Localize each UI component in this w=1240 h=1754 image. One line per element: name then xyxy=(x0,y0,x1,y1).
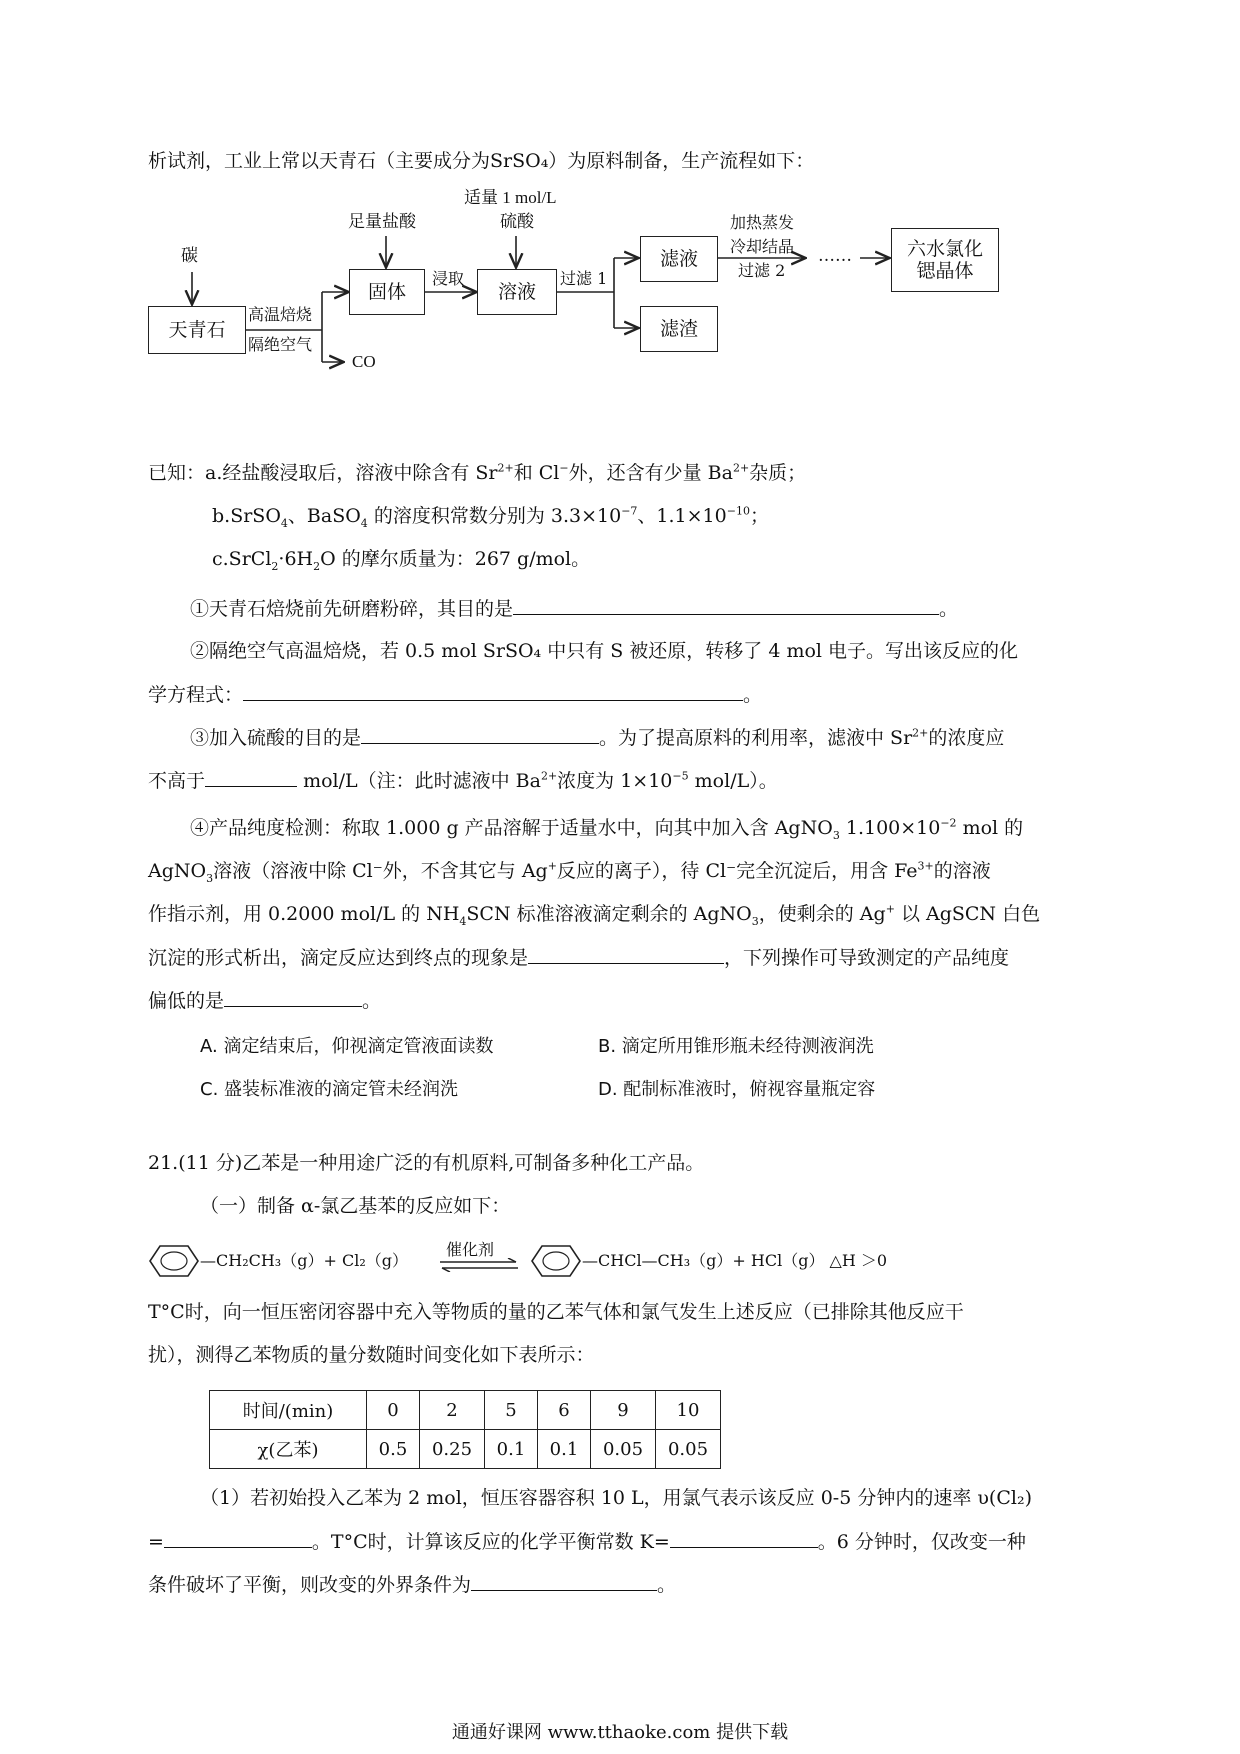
ethylbenzene-fraction-table xyxy=(209,1390,721,1469)
condition-line2: 扰），测得乙苯物质的量分数随时间变化如下表所示： xyxy=(148,1344,595,1366)
part1-line1: （1）若初始投入乙苯为 2 mol，恒压容器容积 10 L，用氯气表示该反应 0-5 分钟内的速率 υ(Cl₂) xyxy=(200,1487,1032,1509)
question-21-title: 21.(11 分)乙苯是一种用途广泛的有机原料,可制备多种化工产品。 xyxy=(148,1152,705,1174)
benzene-ring-icon-product xyxy=(530,1244,582,1278)
table-cell: 0.25 xyxy=(420,1430,485,1469)
answer-blank-3a[interactable] xyxy=(361,724,599,744)
product-label-line1: 六水氯化 xyxy=(906,238,983,260)
carbon-label: 碳 xyxy=(181,246,198,266)
crystallize-label: 冷却结晶 xyxy=(730,237,795,256)
table-cell: 0.1 xyxy=(538,1430,591,1469)
answer-blank-condition[interactable] xyxy=(471,1571,657,1591)
table-cell: 0 xyxy=(367,1391,420,1430)
benzene-ring-icon xyxy=(148,1244,200,1278)
catalyst-label: 催化剂 xyxy=(446,1240,495,1259)
part1-line3: 条件破坏了平衡，则改变的外界条件为 。 xyxy=(148,1571,676,1598)
solution-label: 溶液 xyxy=(497,281,536,303)
known-c: $c.SrCl_2\cdot 6H_2O$ 的摩尔质量为：267 g/mol。 xyxy=(212,548,591,573)
question-4-line5: 偏低的是 。 xyxy=(148,987,381,1014)
solution-box xyxy=(477,269,557,315)
hcl-label: 足量盐酸 xyxy=(348,212,416,232)
co-label: CO xyxy=(352,352,376,371)
table-cell: 6 xyxy=(538,1391,591,1430)
answer-blank-4a[interactable] xyxy=(528,944,724,964)
filter1-label: 过滤 1 xyxy=(560,269,608,288)
raw-material-box xyxy=(148,306,246,354)
condition-line1: T°C时，向一恒压密闭容器中充入等物质的量的乙苯气体和氯气发生上述反应（已排除其他反应干 xyxy=(148,1301,964,1323)
option-d: D. 配制标准液时，俯视容量瓶定容 xyxy=(598,1079,876,1100)
answer-blank-k[interactable] xyxy=(670,1528,818,1548)
question-4-line1: ④产品纯度检测：称取 1.000 g 产品溶解于适量水中，向其中加入含 AgNO$_3$ $1.100\times 10^{-2}$ mol 的 xyxy=(190,816,1024,842)
option-c: C. 盛装标准液的滴定管未经润洗 xyxy=(200,1079,459,1100)
answer-blank-1[interactable] xyxy=(513,595,939,615)
roast-label-top: 高温焙烧 xyxy=(248,305,313,324)
question-3-line1: ③加入硫酸的目的是 。为了提高原料的利用率，滤液中 $Sr^{2+}$的浓度应 xyxy=(190,724,1004,751)
answer-blank-rate[interactable] xyxy=(164,1528,312,1548)
question-4-line2: AgNO$_3$溶液（溶液中除 Cl⁻外，不含其它与 Ag+反应的离子），待 Cl⁻完全沉淀后，用含 $Fe^{3+}$的溶液 xyxy=(148,859,991,885)
ellipsis-label: …… xyxy=(818,246,852,266)
known-b: b.SrSO$_4$、BaSO$_4$ 的溶度积常数分别为 $3.3\times 10^{-7}$、$1.1\times 10^{-10}$； xyxy=(212,504,769,530)
filtrate-label: 滤液 xyxy=(659,248,698,270)
question-2-line1: ②隔绝空气高温焙烧，若 0.5 mol SrSO₄ 中只有 S 被还原，转移了 4 mol 电子。写出该反应的化 xyxy=(190,640,1019,662)
residue-box xyxy=(640,306,718,352)
filtrate-box xyxy=(640,236,718,282)
option-b: B. 滴定所用锥形瓶未经待测液润洗 xyxy=(598,1036,874,1057)
question-3-line2: 不高于 mol/L（注：此时滤液中 $Ba^{2+}$浓度为 $1\times 10^{-5}$ mol/L）。 xyxy=(148,767,778,794)
raw-material-label: 天青石 xyxy=(168,319,226,341)
table-cell: χ(乙苯) xyxy=(210,1430,367,1469)
roast-label-bottom: 隔绝空气 xyxy=(248,335,313,354)
equilibrium-arrow-icon xyxy=(438,1258,520,1272)
question-2-line2: 学方程式： 。 xyxy=(148,681,762,708)
answer-blank-3b[interactable] xyxy=(205,767,297,787)
residue-label: 滤渣 xyxy=(659,318,698,340)
part1-line2: = 。T°C时，计算该反应的化学平衡常数 K= 。6 分钟时，仅改变一种 xyxy=(148,1528,1026,1555)
option-a: A. 滴定结束后，仰视滴定管液面读数 xyxy=(200,1036,494,1057)
leach-label: 浸取 xyxy=(432,269,465,288)
answer-blank-4b[interactable] xyxy=(224,987,362,1007)
filter2-label: 过滤 2 xyxy=(738,261,786,280)
page-footer: 通通好课网 www.tthaoke.com 提供下载 xyxy=(451,1722,789,1743)
solid-box xyxy=(349,269,425,315)
acid-label-line2: 硫酸 xyxy=(500,212,534,232)
reactants-text: —CH₂CH₃（g）+ Cl₂（g） xyxy=(200,1251,408,1270)
known-a: 已知：a.经盐酸浸取后，溶液中除含有 $Sr^{2+}$和 Cl−外，还含有少量 $Ba^{2+}$杂质； xyxy=(148,461,807,484)
question-21-subtitle: （一）制备 α-氯乙基苯的反应如下： xyxy=(200,1195,511,1217)
table-cell: 0.1 xyxy=(485,1430,538,1469)
table-cell: 5 xyxy=(485,1391,538,1430)
table-cell: 0.05 xyxy=(591,1430,656,1469)
table-cell: 9 xyxy=(591,1391,656,1430)
question-1: ①天青石焙烧前先研磨粉碎，其目的是 。 xyxy=(190,595,958,622)
answer-blank-2[interactable] xyxy=(243,681,743,701)
solid-label: 固体 xyxy=(367,281,406,303)
table-cell: 0.05 xyxy=(656,1430,721,1469)
intro-text: 析试剂，工业上常以天青石（主要成分为SrSO₄）为原料制备，生产流程如下： xyxy=(148,150,815,172)
table-cell: 0.5 xyxy=(367,1430,420,1469)
table-row-time xyxy=(210,1391,721,1430)
question-4-line3: 作指示剂，用 0.2000 mol/L 的 $NH_4SCN$ 标准溶液滴定剩余的 AgNO$_3$，使剩余的 Ag+ 以 AgSCN 白色 xyxy=(148,902,1041,928)
table-cell: 10 xyxy=(656,1391,721,1430)
acid-label-line1: 适量 1 mol/L xyxy=(464,188,557,207)
table-row-fraction xyxy=(210,1430,721,1469)
product-label-line2: 锶晶体 xyxy=(916,260,974,282)
product-box xyxy=(891,228,999,292)
products-text: —CHCl—CH₃（g）+ HCl（g） △H ＞0 xyxy=(582,1251,888,1270)
question-4-line4: 沉淀的形式析出，滴定反应达到终点的现象是 ，下列操作可导致测定的产品纯度 xyxy=(148,944,1009,971)
evaporate-label: 加热蒸发 xyxy=(730,213,795,232)
table-cell: 时间/(min) xyxy=(210,1391,367,1430)
table-cell: 2 xyxy=(420,1391,485,1430)
